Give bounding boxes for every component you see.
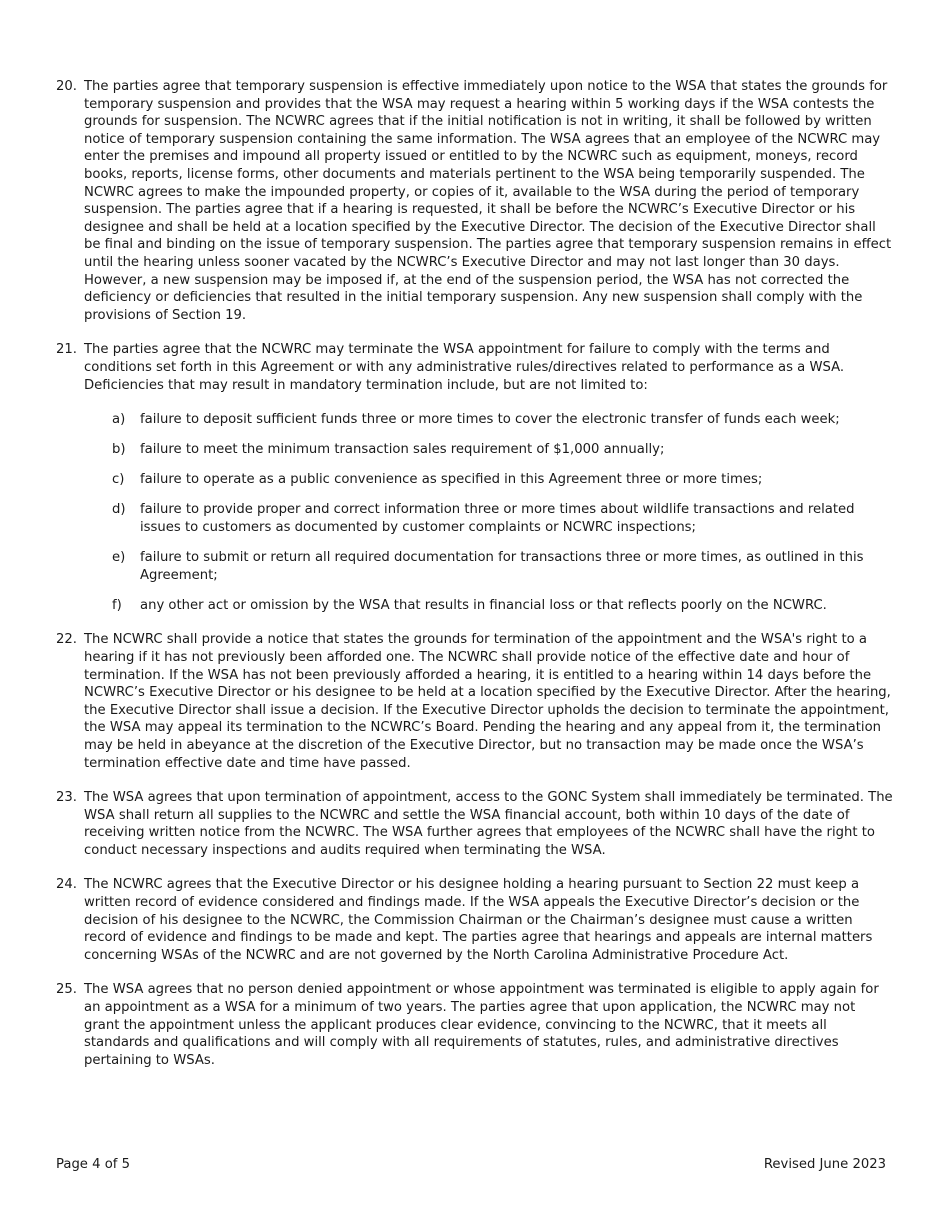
- list-item-letter: b): [112, 442, 126, 458]
- list-item: [112, 597, 894, 615]
- revision-date: Revised June 2023: [763, 1157, 886, 1172]
- section-number: 22.: [56, 632, 77, 648]
- section-24: [56, 876, 894, 964]
- page-footer: [56, 1156, 886, 1173]
- section-number: 25.: [56, 982, 77, 998]
- list-item-text: failure to provide proper and correct information three or more times about wildlife transactions and related issues to customers as documented by customer complaints or NCWRC inspections;: [140, 502, 855, 535]
- list-item: [112, 411, 894, 429]
- deficiency-list: [112, 411, 894, 614]
- list-item-letter: f): [112, 597, 122, 613]
- list-item: [112, 471, 894, 489]
- section-number: 20.: [56, 79, 77, 94]
- list-item-text: failure to submit or return all required documentation for transactions three or more times, as outlined in this Agreement;: [140, 550, 864, 583]
- list-item-text: failure to operate as a public convenience as specified in this Agreement three or more times;: [140, 472, 763, 488]
- list-item-text: failure to deposit sufficient funds three or more times to cover the electronic transfer of funds each week;: [140, 412, 840, 428]
- section-23: [56, 789, 894, 859]
- section-text: The WSA agrees that upon termination of appointment, access to the GONC System shall immediately be terminated. The WSA shall return all supplies to the NCWRC and settle the WSA financial account, both within 10 days of the date of receiving written notice from the NCWRC. The WSA further agrees that employees of the NCWRC shall have the right to conduct necessary inspections and audits required when terminating the WSA.: [84, 790, 893, 858]
- section-text: The parties agree that temporary suspension is effective immediately upon notice to the WSA that states the grounds for temporary suspension and provides that the WSA may request a hearing within 5 working days if the WSA contests the grounds for suspension. The NCWRC agrees that if the initial notification is not in writing, it shall be followed by written notice of temporary suspension containing the same information. The WSA agrees that an employee of the NCWRC may enter the premises and impound all property issued or entitled to by the NCWRC such as equipment, moneys, record books, reports, license forms, other documents and materials pertinent to the WSA being temporarily suspended. The NCWRC agrees to make the impounded property, or copies of it, available to the WSA during the period of temporary suspension. The parties agree that if a hearing is requested, it shall be before the NCWRC’s Executive Director or his designee and shall be held at a location specified by the Executive Director. The decision of the Executive Director shall be final and binding on the issue of temporary suspension. The parties agree that temporary suspension remains in effect until the hearing unless sooner vacated by the NCWRC’s Executive Director and may not last longer than 30 days. However, a new suspension may be imposed if, at the end of the suspension period, the WSA has not corrected the deficiency or deficiencies that resulted in the initial temporary suspension. Any new suspension shall comply with the provisions of Section 19.: [84, 79, 892, 323]
- section-25: [56, 981, 894, 1069]
- list-item-letter: a): [112, 412, 126, 428]
- section-text: The NCWRC agrees that the Executive Director or his designee holding a hearing pursuant to Section 22 must keep a written record of evidence considered and findings made. If the WSA appeals the Executive Director’s decision or the decision of his designee to the NCWRC, the Commission Chairman or the Chairman’s designee must cause a written record of evidence and findings to be made and kept. The parties agree that hearings and appeals are internal matters concerning WSAs of the NCWRC and are not governed by the North Carolina Administrative Procedure Act.: [84, 877, 873, 963]
- section-21: [56, 341, 894, 614]
- section-number: 21.: [56, 342, 77, 358]
- list-item: [112, 441, 894, 459]
- section-text: The parties agree that the NCWRC may terminate the WSA appointment for failure to comply with the terms and conditions set forth in this Agreement or with any administrative rules/directives related to performance as a WSA. Deficiencies that may result in mandatory termination include, but are not limited to:: [84, 342, 845, 393]
- section-number: 23.: [56, 790, 77, 806]
- list-item: [112, 549, 894, 584]
- document-body: [56, 78, 894, 1086]
- section-body: [84, 341, 894, 614]
- list-item-text: failure to meet the minimum transaction sales requirement of $1,000 annually;: [140, 442, 665, 458]
- page-number: Page 4 of 5: [56, 1157, 130, 1172]
- list-item-letter: d): [112, 502, 126, 518]
- section-number: 24.: [56, 877, 77, 893]
- list-item-text: any other act or omission by the WSA that results in financial loss or that reflects poorly on the NCWRC.: [140, 597, 827, 613]
- section-text: The NCWRC shall provide a notice that states the grounds for termination of the appointment and the WSA's right to a hearing if it has not previously been afforded one. The NCWRC shall provide notice of the effective date and hour of termination. If the WSA has not been previously afforded a hearing, it is entitled to a hearing within 14 days before the NCWRC’s Executive Director or his designee to be held at a location specified by the Executive Director. After the hearing, the Executive Director shall issue a decision. If the Executive Director upholds the decision to terminate the appointment, the WSA may appeal its termination to the NCWRC’s Board. Pending the hearing and any appeal from it, the termination may be held in abeyance at the discretion of the Executive Director, but no transaction may be made once the WSA’s termination effective date and time have passed.: [84, 632, 891, 771]
- list-item-letter: c): [112, 472, 125, 488]
- section-22: [56, 631, 894, 772]
- list-item: [112, 501, 894, 536]
- section-20: [56, 78, 894, 324]
- list-item-letter: e): [112, 550, 126, 566]
- section-text: The WSA agrees that no person denied appointment or whose appointment was terminated is eligible to apply again for an appointment as a WSA for a minimum of two years. The parties agree that upon application, the NCWRC may not grant the appointment unless the applicant produces clear evidence, convincing to the NCWRC, that it meets all standards and qualifications and will comply with all requirements of statutes, rules, and administrative directives pertaining to WSAs.: [84, 982, 879, 1068]
